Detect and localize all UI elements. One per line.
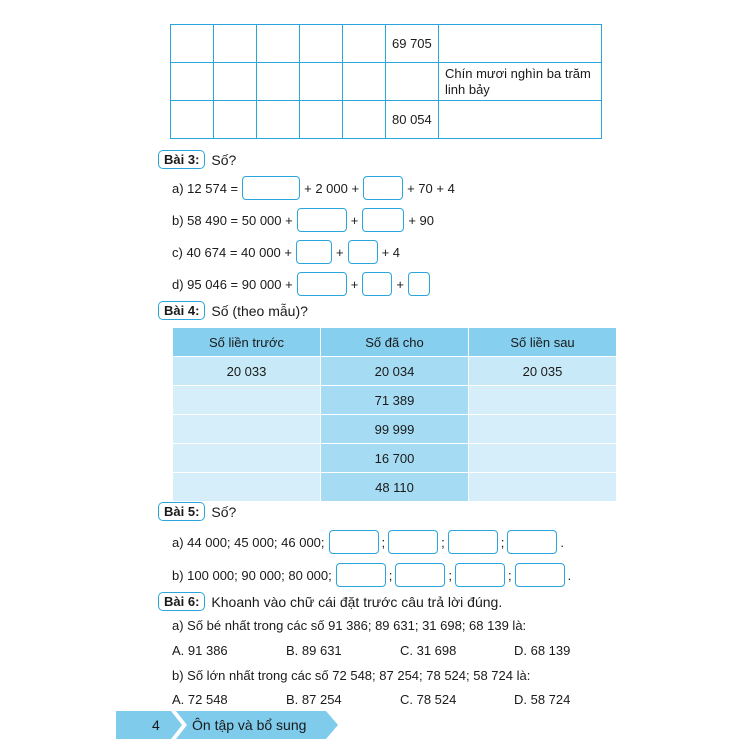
exercise-5b [172,563,574,587]
table-cell-value: 69 705 [386,25,439,63]
answer-box[interactable] [362,208,404,232]
answer-cell[interactable] [469,415,617,444]
answer-box[interactable] [448,530,498,554]
option-a-c[interactable]: C. 31 698 [400,643,457,658]
answer-cell[interactable] [173,444,321,473]
column-header: Số liền sau [469,328,617,357]
separator: ; [441,534,445,550]
table-row [173,415,617,444]
answer-box[interactable] [242,176,300,200]
table-cell: 48 110 [321,473,469,502]
answer-cell[interactable] [469,473,617,502]
answer-cell[interactable] [173,415,321,444]
table-cell [171,63,214,101]
answer-box[interactable] [515,563,565,587]
equation-text: + 90 [408,212,434,228]
answer-cell[interactable] [469,444,617,473]
table-cell [257,25,300,63]
equation-text: + [350,276,359,292]
column-header: Số liền trước [173,328,321,357]
table-cell-words [439,101,602,139]
question-a: a) Số bé nhất trong các số 91 386; 89 631; 31 698; 68 139 là: [172,618,527,633]
question-b: b) Số lớn nhất trong các số 72 548; 87 254; 78 524; 58 724 là: [172,668,531,683]
table-header-row [173,328,617,357]
exercise-prompt: Số (theo mẫu)? [211,302,308,319]
table-cell [214,63,257,101]
equation-text: + [335,244,344,260]
table-cell-value [386,63,439,101]
table-cell [257,101,300,139]
exercise-3c [172,240,400,264]
table-cell: 20 035 [469,357,617,386]
answer-cell[interactable] [173,473,321,502]
table-cell [343,63,386,101]
answer-box[interactable] [408,272,430,296]
answer-box[interactable] [455,563,505,587]
table-cell-value: 80 054 [386,101,439,139]
page-number: 4 [152,717,160,733]
table-cell [300,63,343,101]
table-row [171,63,602,101]
table-cell-words [439,25,602,63]
number-neighbors-table [172,327,617,502]
option-b-d[interactable]: D. 58 724 [514,692,571,707]
table-cell [343,25,386,63]
equation-text: + [396,276,404,292]
table-cell: 16 700 [321,444,469,473]
table-cell [214,101,257,139]
option-b-c[interactable]: C. 78 524 [400,692,457,707]
exercise-label: Bài 3: [158,150,205,169]
page-footer [116,711,346,739]
equation-text: + 70 + 4 [407,180,455,196]
period: . [567,567,572,583]
column-header: Số đã cho [321,328,469,357]
table-row [173,357,617,386]
answer-cell[interactable] [173,386,321,415]
section-title: Ôn tập và bổ sung [192,717,307,733]
exercise-4-heading [158,301,308,320]
answer-box[interactable] [297,272,347,296]
equation-text: + 4 [381,244,401,260]
table-row [171,101,602,139]
exercise-prompt: Khoanh vào chữ cái đặt trước câu trả lời đúng. [211,593,503,610]
exercise-5-heading [158,502,236,521]
table-row [173,444,617,473]
exercise-prompt: Số? [211,151,237,168]
table-cell-words: Chín mươi nghìn ba trăm linh bảy [439,63,602,101]
table-row [173,473,617,502]
answer-box[interactable] [388,530,438,554]
table-cell: 71 389 [321,386,469,415]
exercise-3b [172,208,434,232]
equation-text: b) 58 490 = 50 000 + [172,212,293,228]
option-a-b[interactable]: B. 89 631 [286,643,342,658]
exercise-5a [172,530,567,554]
exercise-3-heading [158,150,236,169]
sequence-text: b) 100 000; 90 000; 80 000; [172,567,332,583]
table-cell [300,101,343,139]
answer-box[interactable] [507,530,557,554]
equation-text: a) 12 574 = [172,180,239,196]
equation-text: c) 40 674 = 40 000 + [172,244,292,260]
exercise-3d [172,272,434,296]
answer-box[interactable] [348,240,378,264]
table-cell [214,25,257,63]
answer-box[interactable] [395,563,445,587]
sequence-text: a) 44 000; 45 000; 46 000; [172,534,325,550]
option-a-a[interactable]: A. 91 386 [172,643,228,658]
separator: ; [448,567,452,583]
separator: ; [388,567,393,583]
exercise-3a [172,176,455,200]
answer-box[interactable] [329,530,379,554]
exercise-6-heading [158,592,502,611]
equation-text: d) 95 046 = 90 000 + [172,276,293,292]
exercise-label: Bài 6: [158,592,205,611]
table-cell [257,63,300,101]
table-cell [171,101,214,139]
exercise-label: Bài 5: [158,502,205,521]
table-cell [300,25,343,63]
exercise-label: Bài 4: [158,301,205,320]
number-table-top [170,24,602,139]
separator: ; [500,534,505,550]
answer-box[interactable] [296,240,332,264]
separator: ; [381,534,386,550]
table-row [173,386,617,415]
equation-text: + 2 000 + [304,180,360,196]
table-row [171,25,602,63]
answer-box[interactable] [362,272,392,296]
table-cell: 20 033 [173,357,321,386]
option-a-d[interactable]: D. 68 139 [514,643,571,658]
separator: ; [508,567,512,583]
option-b-b[interactable]: B. 87 254 [286,692,342,707]
table-cell [171,25,214,63]
equation-text: + [350,212,359,228]
period: . [560,534,565,550]
option-b-a[interactable]: A. 72 548 [172,692,228,707]
answer-box[interactable] [336,563,386,587]
table-cell: 99 999 [321,415,469,444]
answer-box[interactable] [297,208,347,232]
exercise-prompt: Số? [211,503,237,520]
table-cell [343,101,386,139]
table-cell: 20 034 [321,357,469,386]
answer-box[interactable] [363,176,403,200]
answer-cell[interactable] [469,386,617,415]
